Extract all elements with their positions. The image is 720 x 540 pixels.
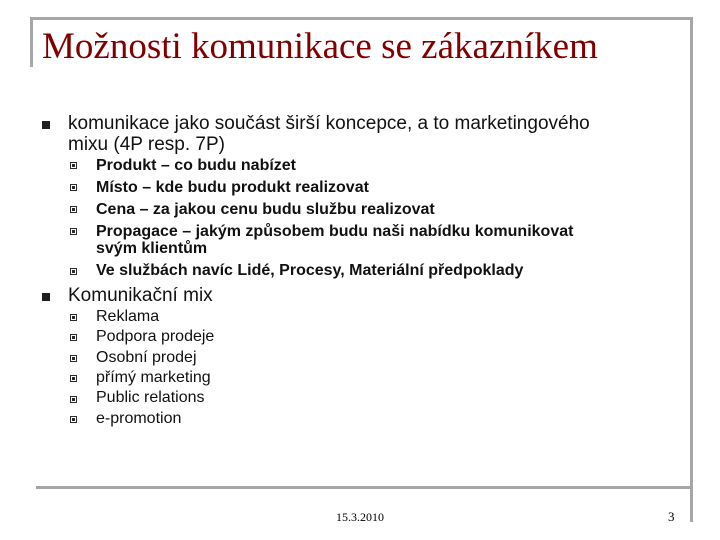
sub-bullet-text: Cena – za jakou cenu budu službu realizovat xyxy=(96,201,435,218)
hollow-square-bullet-icon xyxy=(70,206,77,213)
hollow-square-bullet-icon xyxy=(70,334,77,341)
hollow-square-bullet-icon xyxy=(70,228,77,235)
square-bullet-icon xyxy=(42,293,50,301)
sub-bullet-text: přímý marketing xyxy=(96,369,211,386)
sub-bullet-text: Osobní prodej xyxy=(96,349,197,366)
sub-bullet-text: e-promotion xyxy=(96,410,182,427)
sub-bullet-text: Produkt – co budu nabízet xyxy=(96,157,297,174)
sub-bullet-text: Propagace – jakým způsobem budu naši nabídku komunikovat xyxy=(96,223,574,240)
sub-bullet-text: Reklama xyxy=(96,308,160,325)
sub-bullet-text-continuation: svým klientům xyxy=(96,240,208,257)
hollow-square-bullet-icon xyxy=(70,355,77,362)
square-bullet-icon xyxy=(42,121,50,129)
bullet-text: Komunikační mix xyxy=(68,285,213,306)
sub-bullet-text: Public relations xyxy=(96,389,205,406)
hollow-square-bullet-icon xyxy=(70,375,77,382)
sub-bullet-text: Ve službách navíc Lidé, Procesy, Materiální předpoklady xyxy=(96,262,524,279)
hollow-square-bullet-icon xyxy=(70,314,77,321)
hollow-square-bullet-icon xyxy=(70,396,77,403)
sub-bullet-text: Místo – kde budu produkt realizovat xyxy=(96,179,369,196)
bullet-text-continuation: mixu (4P resp. 7P) xyxy=(68,134,225,155)
hollow-square-bullet-icon xyxy=(70,416,77,423)
hollow-square-bullet-icon xyxy=(70,184,77,191)
sub-bullet-text: Podpora prodeje xyxy=(96,328,215,345)
page-number: 3 xyxy=(668,509,675,524)
hollow-square-bullet-icon xyxy=(70,268,77,275)
footer-date: 15.3.2010 xyxy=(336,510,384,524)
slide-title: Možnosti komunikace se zákazníkem xyxy=(42,26,598,67)
hollow-square-bullet-icon xyxy=(70,162,77,169)
bullet-text: komunikace jako součást širší koncepce, a to marketingového xyxy=(68,113,590,134)
